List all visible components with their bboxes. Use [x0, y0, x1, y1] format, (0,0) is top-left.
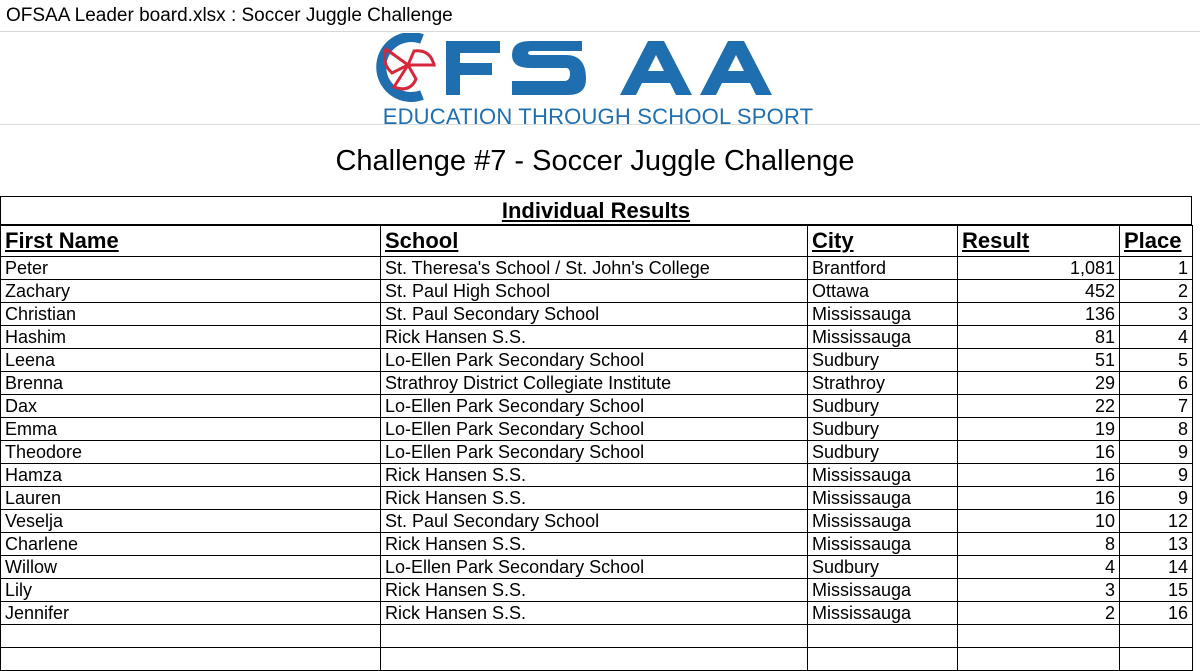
header-place[interactable]: Place: [1120, 226, 1193, 257]
table-row: [1, 510, 1193, 533]
cell-first-name[interactable]: Leena: [1, 349, 381, 372]
cell-place[interactable]: 16: [1120, 602, 1193, 625]
cell-first-name[interactable]: Theodore: [1, 441, 381, 464]
cell-place[interactable]: 12: [1120, 510, 1193, 533]
ofsaa-logo: [0, 33, 1200, 129]
cell-city[interactable]: Sudbury: [808, 441, 958, 464]
window-title: OFSAA Leader board.xlsx : Soccer Juggle Challenge: [0, 0, 1200, 32]
cell-first-name[interactable]: Dax: [1, 395, 381, 418]
empty-cell[interactable]: [381, 625, 808, 648]
table-row: [1, 326, 1193, 349]
cell-school[interactable]: St. Theresa's School / St. John's College: [381, 257, 808, 280]
table-row: [1, 602, 1193, 625]
section-title: Individual Results: [0, 196, 1192, 225]
cell-school[interactable]: Strathroy District Collegiate Institute: [381, 372, 808, 395]
cell-first-name[interactable]: Lauren: [1, 487, 381, 510]
cell-city[interactable]: Strathroy: [808, 372, 958, 395]
table-row: [1, 303, 1193, 326]
cell-first-name[interactable]: Brenna: [1, 372, 381, 395]
cell-first-name[interactable]: Veselja: [1, 510, 381, 533]
cell-school[interactable]: Lo-Ellen Park Secondary School: [381, 395, 808, 418]
cell-place[interactable]: 6: [1120, 372, 1193, 395]
cell-place[interactable]: 1: [1120, 257, 1193, 280]
header-city[interactable]: City: [808, 226, 958, 257]
cell-first-name[interactable]: Zachary: [1, 280, 381, 303]
cell-place[interactable]: 7: [1120, 395, 1193, 418]
table-row: [1, 257, 1193, 280]
cell-result[interactable]: 19: [958, 418, 1120, 441]
empty-row: [1, 648, 1193, 671]
logo-tagline: EDUCATION THROUGH SCHOOL SPORT: [382, 104, 814, 129]
cell-first-name[interactable]: Lily: [1, 579, 381, 602]
cell-result[interactable]: 16: [958, 464, 1120, 487]
cell-first-name[interactable]: Peter: [1, 257, 381, 280]
cell-city[interactable]: Mississauga: [808, 602, 958, 625]
empty-cell[interactable]: [1, 648, 381, 671]
cell-city[interactable]: Mississauga: [808, 303, 958, 326]
cell-result[interactable]: 4: [958, 556, 1120, 579]
cell-result[interactable]: 8: [958, 533, 1120, 556]
table-row: [1, 395, 1193, 418]
cell-school[interactable]: St. Paul Secondary School: [381, 510, 808, 533]
cell-place[interactable]: 13: [1120, 533, 1193, 556]
cell-school[interactable]: Lo-Ellen Park Secondary School: [381, 418, 808, 441]
table-row: [1, 533, 1193, 556]
cell-city[interactable]: Mississauga: [808, 510, 958, 533]
cell-place[interactable]: 5: [1120, 349, 1193, 372]
cell-school[interactable]: Rick Hansen S.S.: [381, 326, 808, 349]
cell-school[interactable]: Lo-Ellen Park Secondary School: [381, 441, 808, 464]
cell-place[interactable]: 14: [1120, 556, 1193, 579]
table-row: [1, 372, 1193, 395]
cell-result[interactable]: 3: [958, 579, 1120, 602]
cell-city[interactable]: Mississauga: [808, 326, 958, 349]
cell-place[interactable]: 9: [1120, 464, 1193, 487]
cell-result[interactable]: 81: [958, 326, 1120, 349]
cell-city[interactable]: Sudbury: [808, 418, 958, 441]
cell-result[interactable]: 22: [958, 395, 1120, 418]
cell-place[interactable]: 15: [1120, 579, 1193, 602]
empty-cell[interactable]: [808, 625, 958, 648]
cell-first-name[interactable]: Emma: [1, 418, 381, 441]
table-row: [1, 418, 1193, 441]
cell-school[interactable]: Rick Hansen S.S.: [381, 579, 808, 602]
cell-result[interactable]: 452: [958, 280, 1120, 303]
cell-school[interactable]: Rick Hansen S.S.: [381, 533, 808, 556]
table-row: [1, 487, 1193, 510]
cell-result[interactable]: 2: [958, 602, 1120, 625]
table-row: [1, 349, 1193, 372]
cell-result[interactable]: 1,081: [958, 257, 1120, 280]
empty-row: [1, 625, 1193, 648]
trillium-icon: [381, 37, 434, 97]
cell-city[interactable]: Mississauga: [808, 464, 958, 487]
empty-cell[interactable]: [958, 625, 1120, 648]
empty-cell[interactable]: [381, 648, 808, 671]
empty-cell[interactable]: [1, 625, 381, 648]
header-result[interactable]: Result: [958, 226, 1120, 257]
cell-city[interactable]: Sudbury: [808, 556, 958, 579]
cell-result[interactable]: 51: [958, 349, 1120, 372]
table-row: [1, 556, 1193, 579]
cell-result[interactable]: 29: [958, 372, 1120, 395]
cell-place[interactable]: 4: [1120, 326, 1193, 349]
cell-school[interactable]: Rick Hansen S.S.: [381, 602, 808, 625]
cell-first-name[interactable]: Christian: [1, 303, 381, 326]
cell-first-name[interactable]: Charlene: [1, 533, 381, 556]
cell-city[interactable]: Ottawa: [808, 280, 958, 303]
cell-place[interactable]: 9: [1120, 441, 1193, 464]
cell-place[interactable]: 9: [1120, 487, 1193, 510]
cell-school[interactable]: St. Paul Secondary School: [381, 303, 808, 326]
empty-cell[interactable]: [958, 648, 1120, 671]
cell-school[interactable]: Rick Hansen S.S.: [381, 487, 808, 510]
cell-city[interactable]: Brantford: [808, 257, 958, 280]
cell-result[interactable]: 16: [958, 441, 1120, 464]
cell-result[interactable]: 136: [958, 303, 1120, 326]
cell-first-name[interactable]: Hamza: [1, 464, 381, 487]
cell-place[interactable]: 2: [1120, 280, 1193, 303]
empty-cell[interactable]: [808, 648, 958, 671]
logo-wordmark-text: OFSAA: [0, 33, 4, 34]
cell-place[interactable]: 3: [1120, 303, 1193, 326]
table-row: [1, 280, 1193, 303]
cell-result[interactable]: 16: [958, 487, 1120, 510]
table-row: [1, 579, 1193, 602]
cell-city[interactable]: Mississauga: [808, 487, 958, 510]
cell-city[interactable]: Sudbury: [808, 395, 958, 418]
cell-city[interactable]: Sudbury: [808, 349, 958, 372]
table-row: [1, 441, 1193, 464]
cell-city[interactable]: Mississauga: [808, 579, 958, 602]
cell-result[interactable]: 10: [958, 510, 1120, 533]
results-table: [0, 225, 1193, 671]
cell-place[interactable]: 8: [1120, 418, 1193, 441]
table-row: [1, 464, 1193, 487]
cell-school[interactable]: Lo-Ellen Park Secondary School: [381, 349, 808, 372]
header-school[interactable]: School: [381, 226, 808, 257]
empty-cell[interactable]: [1120, 648, 1193, 671]
empty-cell[interactable]: [1120, 625, 1193, 648]
cell-school[interactable]: Rick Hansen S.S.: [381, 464, 808, 487]
cell-school[interactable]: Lo-Ellen Park Secondary School: [381, 556, 808, 579]
cell-first-name[interactable]: Willow: [1, 556, 381, 579]
cell-city[interactable]: Mississauga: [808, 533, 958, 556]
challenge-title: Challenge #7 - Soccer Juggle Challenge: [335, 145, 855, 177]
header-row: [1, 226, 1193, 257]
cell-first-name[interactable]: Hashim: [1, 326, 381, 349]
cell-school[interactable]: St. Paul High School: [381, 280, 808, 303]
cell-first-name[interactable]: Jennifer: [1, 602, 381, 625]
header-first-name[interactable]: First Name: [1, 226, 381, 257]
